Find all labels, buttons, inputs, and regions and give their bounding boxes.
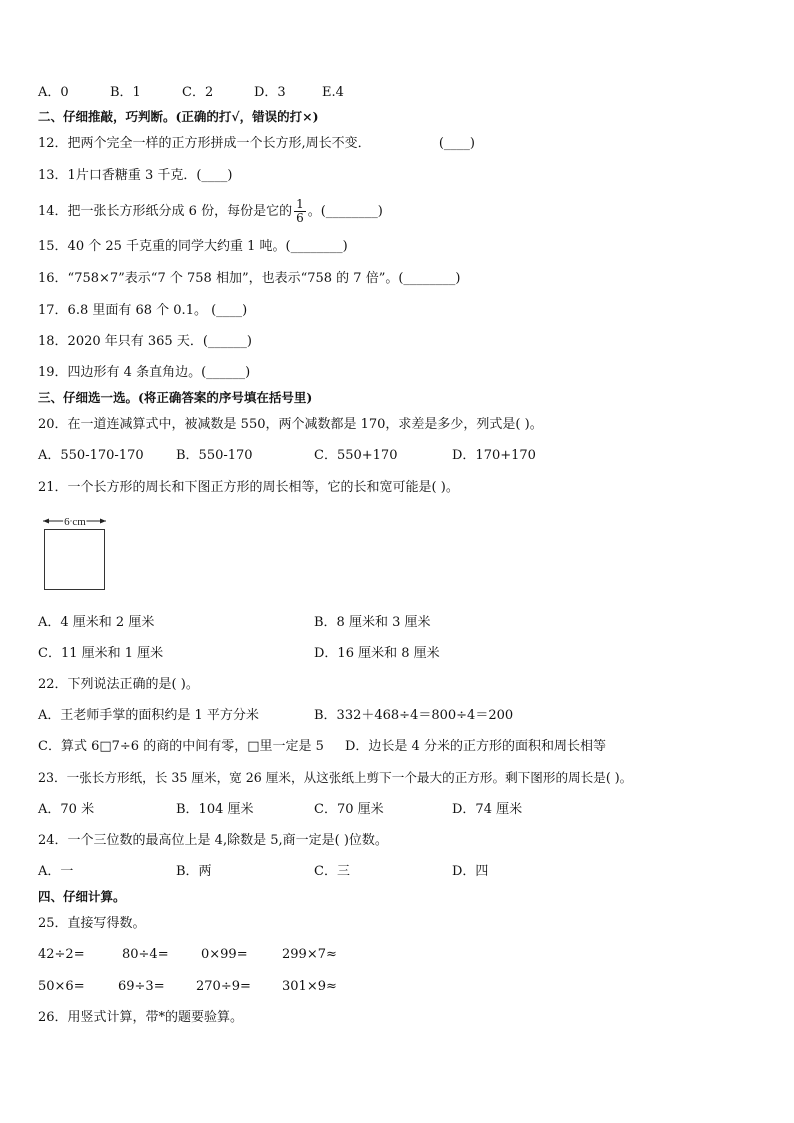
question-12	[38, 135, 475, 153]
q24-option-d: D．四	[452, 864, 489, 879]
square-shape	[45, 530, 105, 590]
q21-option-c: C．11 厘米和 1 厘米	[38, 646, 164, 661]
calc-item: 299×7≈	[282, 947, 337, 962]
question-13: 13．1片口香糖重 3 千克．(____)	[38, 168, 233, 183]
q20-option-d: D．170+170	[452, 448, 536, 463]
question-14-after: 。(________)	[307, 204, 383, 219]
q22-option-c: C．算式 6□7÷6 的商的中间有零，□里一定是 5	[38, 739, 324, 754]
calc-item: 0×99=	[201, 947, 248, 962]
section4-title: 四、仔细计算。	[38, 889, 126, 904]
question-16: 16．“758×7”表示“7 个 758 相加”，也表示“758 的 7 倍”。(________)	[38, 271, 461, 286]
question-12-text: 12．把两个完全一样的正方形拼成一个长方形,周长不变．	[38, 136, 371, 151]
q20-option-c: C．550+170	[314, 448, 398, 463]
fraction-denominator: 6	[296, 211, 304, 225]
calc-item: 301×9≈	[282, 979, 337, 994]
q23-option-a: A．70 米	[38, 802, 95, 817]
calc-item: 42÷2=	[38, 947, 85, 962]
q22-option-b: B．332＋468÷4＝800÷4＝200	[314, 708, 514, 723]
question-21: 21．一个长方形的周长和下图正方形的周长相等，它的长和宽可能是( )。	[38, 480, 459, 495]
q21-option-a: A．4 厘米和 2 厘米	[38, 615, 155, 630]
question-14	[38, 198, 383, 225]
square-figure	[40, 512, 112, 592]
q20-option-b: B．550-170	[176, 448, 253, 463]
top-option-a: A．0	[38, 85, 69, 100]
q23-option-d: D．74 厘米	[452, 802, 523, 817]
top-option-b: B．1	[110, 85, 141, 100]
left-arrow-icon	[43, 519, 49, 524]
q22-option-a: A．王老师手掌的面积约是 1 平方分米	[38, 708, 259, 723]
right-arrow-icon	[100, 519, 106, 524]
top-option-c: C．2	[182, 85, 214, 100]
question-15: 15．40 个 25 千克重的同学大约重 1 吨。(________)	[38, 239, 348, 254]
question-12-paren: (____)	[438, 136, 475, 151]
question-17: 17．6.8 里面有 68 个 0.1。 (____)	[38, 303, 248, 318]
q23-option-c: C．70 厘米	[314, 802, 384, 817]
q21-option-d: D．16 厘米和 8 厘米	[314, 646, 440, 661]
q23-option-b: B．104 厘米	[176, 802, 254, 817]
q24-option-c: C．三	[314, 864, 350, 879]
calc-item: 80÷4=	[122, 947, 169, 962]
calc-item: 69÷3=	[118, 979, 165, 994]
calc-item: 270÷9=	[196, 979, 251, 994]
question-23: 23．一张长方形纸，长 35 厘米，宽 26 厘米，从这张纸上剪下一个最大的正方形。剩下图形的周长是( )。	[38, 770, 633, 785]
top-option-d: D．3	[254, 85, 286, 100]
q20-option-a: A．550-170-170	[38, 448, 144, 463]
q22-option-d: D．边长是 4 分米的正方形的面积和周长相等	[345, 739, 606, 754]
question-14-before: 14．把一张长方形纸分成 6 份，每份是它的	[38, 204, 293, 219]
q21-option-b: B．8 厘米和 3 厘米	[314, 615, 431, 630]
q24-option-a: A．一	[38, 864, 74, 879]
question-24: 24．一个三位数的最高位上是 4,除数是 5,商一定是( )位数。	[38, 833, 388, 848]
top-option-e: E.4	[322, 85, 344, 100]
dimension-label: 6 cm	[64, 516, 86, 528]
section2-title: 二、仔细推敲，巧判断。(正确的打√，错误的打×)	[38, 109, 319, 124]
question-26: 26．用竖式计算，带*的题要验算。	[38, 1010, 244, 1025]
section3-title: 三、仔细选一选。(将正确答案的序号填在括号里)	[38, 390, 313, 405]
question-22: 22．下列说法正确的是( )。	[38, 677, 199, 692]
fraction-numerator: 1	[296, 197, 304, 211]
question-25: 25．直接写得数。	[38, 916, 146, 931]
question-20: 20．在一道连减算式中，被减数是 550，两个减数都是 170，求差是多少，列式是( )。	[38, 417, 543, 432]
question-19: 19．四边形有 4 条直角边。(______)	[38, 365, 251, 380]
question-18: 18．2020 年只有 365 天．(______)	[38, 334, 252, 349]
calc-item: 50×6=	[38, 979, 85, 994]
q24-option-b: B．两	[176, 864, 212, 879]
fraction-one-sixth	[294, 198, 306, 225]
